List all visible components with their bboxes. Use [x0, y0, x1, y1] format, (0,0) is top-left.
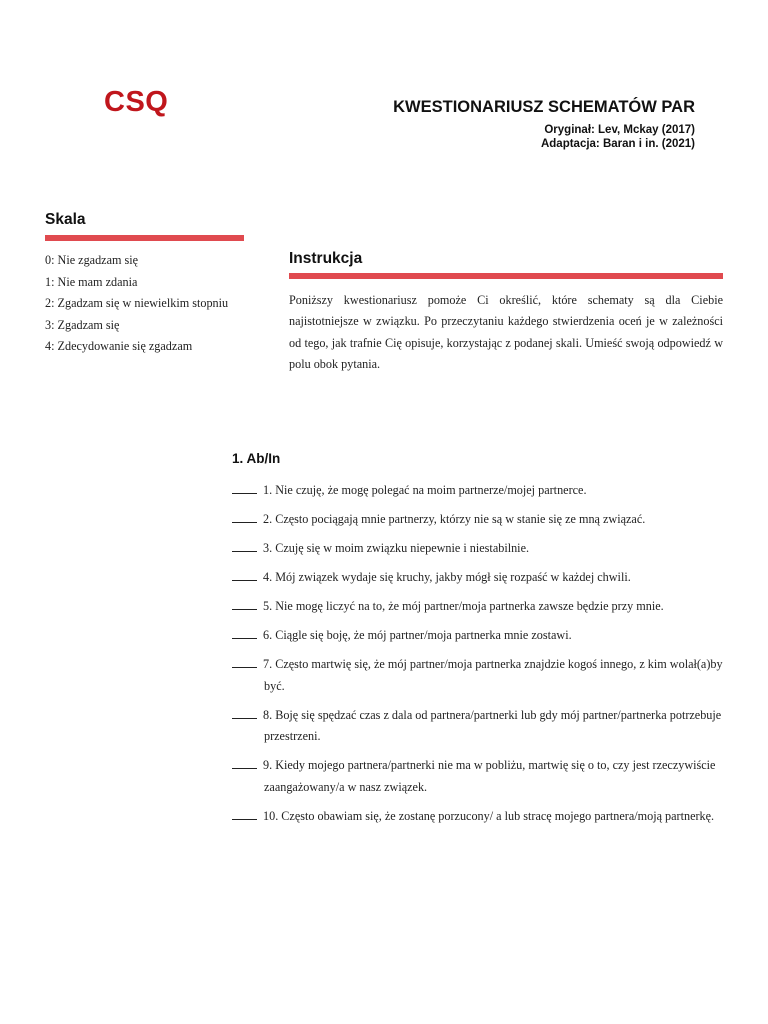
question-text: 6. Ciągle się boję, że mój partner/moja partnerka mnie zostawi. — [263, 628, 572, 642]
question-text: 5. Nie mogę liczyć na to, że mój partner/moja partnerka zawsze będzie przy mnie. — [263, 599, 664, 613]
question-item — [232, 567, 727, 589]
question-text: 2. Często pociągają mnie partnerzy, którzy nie są w stanie się ze mną związać. — [263, 512, 646, 526]
answer-blank[interactable] — [232, 571, 257, 581]
question-item — [232, 806, 727, 828]
original-credit: Oryginał: Lev, Mckay (2017) — [544, 124, 695, 136]
question-text: 1. Nie czuję, że mogę polegać na moim partnerze/mojej partnerce. — [263, 483, 587, 497]
document-header — [393, 98, 695, 151]
answer-blank[interactable] — [232, 759, 257, 769]
scale-divider — [45, 235, 244, 241]
answer-blank[interactable] — [232, 629, 257, 639]
scale-item: 4: Zdecydowanie się zgadzam — [45, 339, 193, 354]
answer-blank[interactable] — [232, 542, 257, 552]
instructions-heading: Instrukcja — [289, 250, 363, 267]
scale-item: 2: Zgadzam się w niewielkim stopniu — [45, 296, 229, 311]
question-item — [232, 755, 727, 798]
section-heading: 1. Ab/In — [232, 451, 281, 466]
question-item — [232, 705, 727, 748]
question-text: 3. Czuję się w moim związku niepewnie i niestabilnie. — [263, 541, 530, 555]
question-text: 8. Boję się spędzać czas z dala od partnera/partnerki lub gdy mój partner/partnerka potrzebuje przestrzeni. — [263, 707, 722, 743]
question-item — [232, 596, 727, 618]
answer-blank[interactable] — [232, 810, 257, 820]
scale-section — [45, 211, 244, 358]
question-text: 10. Często obawiam się, że zostanę porzucony/ a lub stracę mojego partnera/moją partnerkę. — [263, 808, 715, 823]
answer-blank[interactable] — [232, 709, 257, 719]
scale-item: 1: Nie mam zdania — [45, 274, 138, 289]
csq-logo: CSQ — [104, 86, 169, 118]
answer-blank[interactable] — [232, 600, 257, 610]
instructions-divider — [289, 273, 723, 279]
question-item — [232, 538, 727, 560]
question-text: 4. Mój związek wydaje się kruchy, jakby mógł się rozpaść w każdej chwili. — [263, 570, 631, 584]
question-text: 9. Kiedy mojego partnera/partnerki nie ma w pobliżu, martwię się o to, czy jest rzeczywiście zaangażowany/a w nasz związek. — [263, 758, 716, 794]
scale-list — [45, 250, 244, 358]
instructions-text: Poniższy kwestionariusz pomoże Ci określić, które schematy są dla Ciebie najistotniejsze w związku. Po przeczytaniu każdego stwierdzenia oceń je w zależności od tego, jak trafnie Cię opisuje, korzystając z podanej skali. Umieść swoją odpowiedź w polu obok pytania. — [289, 293, 723, 371]
answer-blank[interactable] — [232, 658, 257, 668]
instructions-section — [289, 250, 723, 375]
questions-section — [232, 451, 727, 835]
question-text: 7. Często martwię się, że mój partner/moja partnerka znajdzie kogoś innego, z kim wolał(a)by być. — [263, 657, 723, 693]
document-title: KWESTIONARIUSZ SCHEMATÓW PAR — [393, 98, 695, 116]
question-item — [232, 480, 727, 502]
adaptation-credit: Adaptacja: Baran i in. (2021) — [540, 138, 695, 150]
question-item — [232, 625, 727, 647]
answer-blank[interactable] — [232, 484, 257, 494]
scale-heading: Skala — [45, 211, 86, 228]
question-item — [232, 654, 727, 697]
scale-item: 0: Nie zgadzam się — [45, 253, 139, 267]
question-item — [232, 509, 727, 531]
answer-blank[interactable] — [232, 513, 257, 523]
scale-item: 3: Zgadzam się — [45, 317, 120, 332]
